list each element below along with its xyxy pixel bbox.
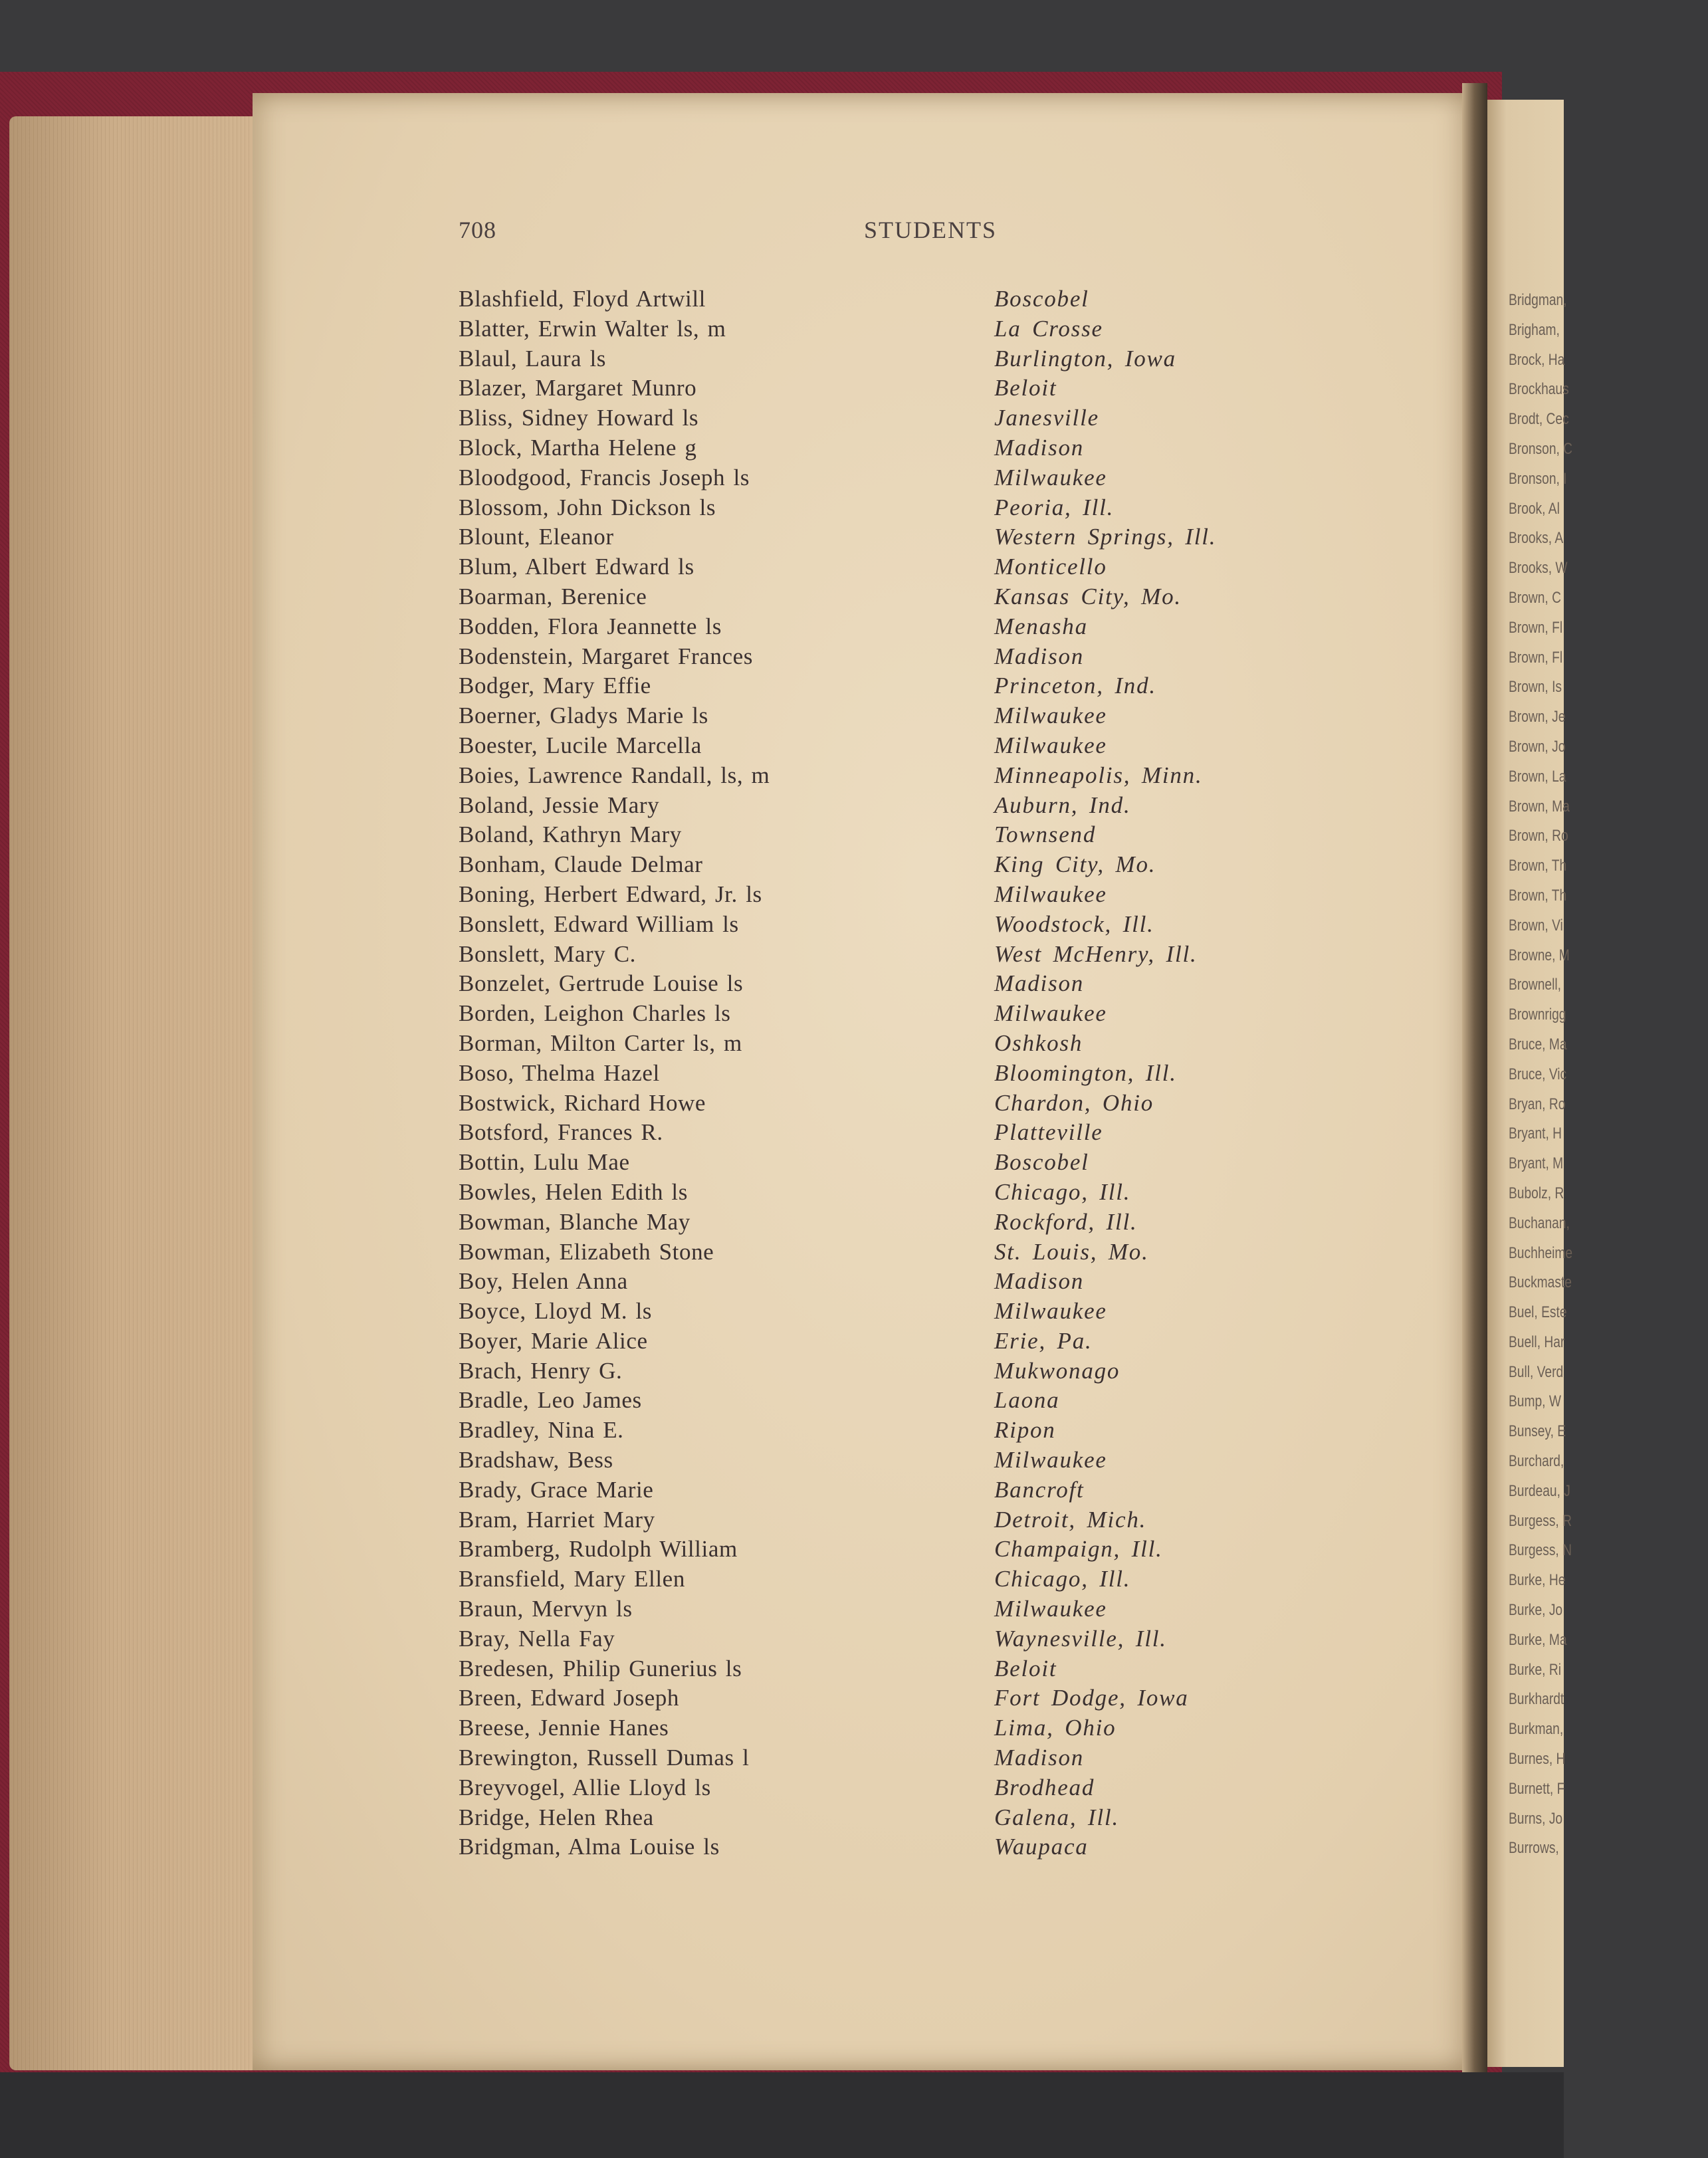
list-item: [459, 554, 1323, 584]
next-page-fragment: Buckmaste: [1509, 1273, 1572, 1292]
next-page-fragment: Brown, Ro: [1509, 827, 1568, 845]
student-name: Boland, Kathryn Mary: [459, 821, 682, 848]
student-name: Bowman, Blanche May: [459, 1208, 691, 1235]
list-item: [459, 375, 1323, 405]
list-item: [459, 1268, 1323, 1298]
student-hometown: Monticello: [994, 554, 1107, 580]
list-item: [459, 524, 1323, 554]
next-page-fragment: Buell, Har: [1509, 1333, 1565, 1351]
next-page-fragment: Burgess, N: [1509, 1541, 1572, 1560]
student-name: Bredesen, Philip Gunerius ls: [459, 1655, 742, 1681]
next-page-fragment: Brock, Ha: [1509, 350, 1565, 369]
next-page-fragment: Brown, Th: [1509, 886, 1567, 905]
student-hometown: Erie, Pa.: [994, 1327, 1093, 1354]
list-item: [459, 821, 1323, 851]
list-item: [459, 1358, 1323, 1388]
student-hometown: West McHenry, Ill.: [994, 940, 1198, 967]
student-name: Block, Martha Helene g: [459, 434, 697, 461]
student-hometown: Madison: [994, 643, 1085, 669]
list-item: [459, 435, 1323, 465]
list-item: [459, 1596, 1323, 1626]
next-page-fragment: Brodt, Cec: [1509, 410, 1569, 429]
student-hometown: Woodstock, Ill.: [994, 911, 1154, 937]
student-hometown: Galena, Ill.: [994, 1804, 1119, 1830]
student-name: Bodenstein, Margaret Frances: [459, 643, 754, 669]
next-page-fragment: Bruce, Vic: [1509, 1065, 1567, 1083]
student-name: Brewington, Russell Dumas l: [459, 1745, 750, 1771]
next-page-fragment: Burke, Ri: [1509, 1660, 1561, 1679]
student-hometown: Menasha: [994, 613, 1088, 639]
student-name: Brady, Grace Marie: [459, 1476, 654, 1503]
next-page-fragment: Burke, He: [1509, 1571, 1566, 1590]
list-item: [459, 1566, 1323, 1596]
student-name: Blount, Eleanor: [459, 524, 614, 550]
student-name: Bostwick, Richard Howe: [459, 1089, 706, 1116]
student-hometown: Madison: [994, 1745, 1085, 1771]
student-name: Bonzelet, Gertrude Louise ls: [459, 970, 744, 997]
student-name: Blatter, Erwin Walter ls, m: [459, 315, 726, 342]
next-page-fragment: Buel, Este: [1509, 1303, 1567, 1322]
next-page-fragment: Brown, Je: [1509, 708, 1566, 726]
student-hometown: Chicago, Ill.: [994, 1566, 1131, 1592]
list-item: [459, 316, 1323, 346]
next-page-fragment: Brown, Fl: [1509, 648, 1563, 667]
student-name: Bransfield, Mary Ellen: [459, 1566, 685, 1592]
student-name: Boyce, Lloyd M. ls: [459, 1298, 653, 1325]
student-hometown: Waupaca: [994, 1834, 1089, 1860]
student-hometown: Janesville: [994, 405, 1099, 431]
next-page-fragment: Brooks, A: [1509, 529, 1564, 548]
student-hometown: Platteville: [994, 1119, 1103, 1146]
student-hometown: Auburn, Ind.: [994, 792, 1131, 818]
scan-border: [0, 2072, 1564, 2158]
student-name: Bottin, Lulu Mae: [459, 1149, 630, 1176]
next-page-fragment: Browne, M: [1509, 946, 1570, 964]
list-item: [459, 1387, 1323, 1417]
next-page-fragment: Bryan, Ro: [1509, 1095, 1566, 1113]
list-item: [459, 702, 1323, 732]
student-name: Bridgman, Alma Louise ls: [459, 1834, 720, 1860]
next-page-fragment: Bryant, H: [1509, 1125, 1562, 1143]
student-name: Bray, Nella Fay: [459, 1625, 615, 1652]
student-name: Breyvogel, Allie Lloyd ls: [459, 1774, 711, 1800]
running-head: [459, 216, 1708, 256]
student-name: Bradley, Nina E.: [459, 1417, 624, 1444]
student-hometown: Milwaukee: [994, 1298, 1107, 1325]
next-page-fragment: Burkhardt: [1509, 1690, 1564, 1709]
student-name: Boy, Helen Anna: [459, 1268, 628, 1295]
student-hometown: King City, Mo.: [994, 851, 1156, 878]
student-name: Bowles, Helen Edith ls: [459, 1178, 688, 1205]
student-name: Bradshaw, Bess: [459, 1447, 613, 1473]
student-name: Botsford, Frances R.: [459, 1119, 663, 1146]
student-name: Boies, Lawrence Randall, ls, m: [459, 762, 770, 788]
student-hometown: Boscobel: [994, 286, 1089, 312]
student-hometown: Madison: [994, 970, 1085, 997]
list-item: [459, 1179, 1323, 1209]
student-hometown: Milwaukee: [994, 881, 1107, 907]
list-item: [459, 1328, 1323, 1358]
student-hometown: Fort Dodge, Iowa: [994, 1685, 1189, 1711]
next-page-fragment: Brown, Is: [1509, 678, 1562, 697]
student-hometown: Milwaukee: [994, 732, 1107, 758]
next-page-fragment: Burgess, R: [1509, 1511, 1572, 1530]
student-hometown: Kansas City, Mo.: [994, 583, 1182, 609]
student-name: Borman, Milton Carter ls, m: [459, 1029, 742, 1056]
student-hometown: Ripon: [994, 1417, 1056, 1444]
student-name: Bridge, Helen Rhea: [459, 1804, 654, 1830]
next-page-fragment: Brook, Al: [1509, 499, 1560, 518]
student-hometown: Detroit, Mich.: [994, 1506, 1147, 1533]
list-item: [459, 1447, 1323, 1477]
student-name: Bodden, Flora Jeannette ls: [459, 613, 722, 639]
student-hometown: Bancroft: [994, 1476, 1085, 1503]
next-page-fragment: Bruce, Ma: [1509, 1035, 1567, 1053]
list-item: [459, 1298, 1323, 1328]
student-name: Boso, Thelma Hazel: [459, 1059, 660, 1086]
student-hometown: Princeton, Ind.: [994, 673, 1156, 699]
list-item: [459, 1209, 1323, 1239]
next-page-fragment: Bull, Verd: [1509, 1362, 1564, 1381]
next-page-fragment: Bronson, I: [1509, 469, 1567, 488]
student-name: Bonslett, Mary C.: [459, 940, 637, 967]
student-hometown: Mukwonago: [994, 1357, 1121, 1384]
student-hometown: Milwaukee: [994, 1596, 1107, 1622]
student-name: Bonslett, Edward William ls: [459, 911, 739, 937]
list-item: [459, 1477, 1323, 1507]
next-page-fragment: Bridgman,: [1509, 291, 1567, 309]
next-page-fragment: Burns, Jo: [1509, 1809, 1563, 1828]
list-item: [459, 792, 1323, 822]
list-item: [459, 405, 1323, 435]
student-name: Bloodgood, Francis Joseph ls: [459, 464, 750, 490]
next-page-fragment: Bump, W: [1509, 1392, 1561, 1411]
next-page-fragment: Brown, Ma: [1509, 797, 1570, 815]
next-page-fragment: Burdeau, J: [1509, 1481, 1570, 1500]
student-name: Boland, Jessie Mary: [459, 792, 660, 818]
book-gutter: [1462, 83, 1487, 2077]
student-name: Boning, Herbert Edward, Jr. ls: [459, 881, 762, 907]
student-hometown: La Crosse: [994, 315, 1103, 342]
student-hometown: Madison: [994, 434, 1085, 461]
student-hometown: Peoria, Ill.: [994, 494, 1115, 520]
student-hometown: Rockford, Ill.: [994, 1208, 1138, 1235]
next-page-fragment: Brockhaus: [1509, 380, 1569, 399]
next-page-fragment: Burnes, H: [1509, 1750, 1566, 1769]
student-name: Boester, Lucile Marcella: [459, 732, 702, 758]
list-item: [459, 643, 1323, 673]
list-item: [459, 1030, 1323, 1060]
student-hometown: Lima, Ohio: [994, 1715, 1117, 1741]
next-page-fragment: Brown, Vi: [1509, 916, 1563, 934]
next-page-fragment: Brown, Jo: [1509, 737, 1566, 756]
list-item: [459, 1745, 1323, 1775]
list-item: [459, 1656, 1323, 1685]
student-name: Boarman, Berenice: [459, 583, 647, 609]
student-name: Bram, Harriet Mary: [459, 1506, 655, 1533]
list-item: [459, 911, 1323, 941]
next-page-fragment: Bronson, C: [1509, 439, 1573, 458]
student-hometown: Milwaukee: [994, 1000, 1107, 1027]
student-hometown: Bloomington, Ill.: [994, 1059, 1177, 1086]
student-name: Blazer, Margaret Munro: [459, 375, 697, 401]
list-item: [459, 1000, 1323, 1030]
student-hometown: Waynesville, Ill.: [994, 1625, 1167, 1652]
list-item: [459, 584, 1323, 613]
list-item: [459, 286, 1323, 316]
student-hometown: Chardon, Ohio: [994, 1089, 1154, 1116]
list-item: [459, 970, 1323, 1000]
student-name: Boerner, Gladys Marie ls: [459, 702, 708, 729]
student-name: Brach, Henry G.: [459, 1357, 623, 1384]
student-name: Blossom, John Dickson ls: [459, 494, 716, 520]
next-page-fragment: Brown, Th: [1509, 857, 1567, 875]
next-page-fragment: Burnett, F: [1509, 1779, 1565, 1798]
next-page-fragment: Brooks, W: [1509, 559, 1568, 578]
next-page-fragment: Brown, La: [1509, 767, 1566, 786]
student-hometown: Burlington, Iowa: [994, 345, 1176, 372]
list-item: [459, 1417, 1323, 1447]
student-hometown: Townsend: [994, 821, 1097, 848]
next-page-fragment: Brown, C: [1509, 588, 1561, 607]
list-item: [459, 1119, 1323, 1149]
student-name: Breen, Edward Joseph: [459, 1685, 679, 1711]
student-hometown: Oshkosh: [994, 1029, 1083, 1056]
student-hometown: Milwaukee: [994, 702, 1107, 729]
next-page-fragment: Burrows,: [1509, 1839, 1559, 1858]
next-page-fragment: Brownrigg: [1509, 1006, 1566, 1024]
next-page-fragment: Burke, Ma: [1509, 1630, 1567, 1649]
list-item: [459, 762, 1323, 792]
next-page-fragment: Bubolz, R: [1509, 1184, 1564, 1202]
student-hometown: Boscobel: [994, 1149, 1089, 1176]
next-page-fragment: Burkman,: [1509, 1720, 1564, 1739]
list-item: [459, 1060, 1323, 1090]
student-hometown: Minneapolis, Minn.: [994, 762, 1203, 788]
student-name: Blashfield, Floyd Artwill: [459, 286, 706, 312]
student-hometown: Western Springs, Ill.: [994, 524, 1217, 550]
next-page-column: [1509, 286, 1573, 1864]
list-item: [459, 1715, 1323, 1745]
student-name: Bonham, Claude Delmar: [459, 851, 703, 878]
student-name: Breese, Jennie Hanes: [459, 1715, 669, 1741]
list-item: [459, 1507, 1323, 1537]
list-item: [459, 1804, 1323, 1834]
list-item: [459, 465, 1323, 494]
student-hometown: St. Louis, Mo.: [994, 1238, 1149, 1265]
list-item: [459, 1834, 1323, 1864]
list-item: [459, 1239, 1323, 1269]
student-name: Bradle, Leo James: [459, 1387, 642, 1414]
student-name: Bodger, Mary Effie: [459, 673, 651, 699]
page-title: STUDENTS: [864, 217, 998, 243]
student-hometown: Milwaukee: [994, 464, 1107, 490]
list-item: [459, 613, 1323, 643]
list-item: [459, 732, 1323, 762]
student-hometown: Brodhead: [994, 1774, 1095, 1800]
student-name: Bowman, Elizabeth Stone: [459, 1238, 714, 1265]
student-name: Braun, Mervyn ls: [459, 1596, 633, 1622]
list-item: [459, 1536, 1323, 1566]
list-item: [459, 1090, 1323, 1120]
list-item: [459, 673, 1323, 702]
student-name: Borden, Leighon Charles ls: [459, 1000, 731, 1027]
student-hometown: Champaign, Ill.: [994, 1536, 1163, 1563]
student-hometown: Beloit: [994, 375, 1057, 401]
list-item: [459, 1149, 1323, 1179]
list-item: [459, 1775, 1323, 1804]
student-hometown: Madison: [994, 1268, 1085, 1295]
student-hometown: Laona: [994, 1387, 1060, 1414]
list-item: [459, 346, 1323, 376]
list-item: [459, 941, 1323, 971]
next-page-fragment: Brownell,: [1509, 976, 1561, 994]
next-page-fragment: Bunsey, E: [1509, 1422, 1566, 1441]
next-page-fragment: Burchard,: [1509, 1452, 1564, 1471]
page-number: 708: [459, 217, 496, 243]
student-hometown: Milwaukee: [994, 1447, 1107, 1473]
student-name: Bramberg, Rudolph William: [459, 1536, 738, 1563]
student-name: Blum, Albert Edward ls: [459, 554, 694, 580]
next-page-fragment: Brigham,: [1509, 320, 1560, 339]
page-edges: [9, 116, 257, 2070]
list-item: [459, 881, 1323, 911]
student-name: Blaul, Laura ls: [459, 345, 607, 372]
student-list: [459, 286, 1323, 1864]
student-name: Bliss, Sidney Howard ls: [459, 405, 699, 431]
next-page-fragment: Buchheime: [1509, 1243, 1573, 1262]
next-page-fragment: Brown, Fl: [1509, 618, 1563, 637]
next-page-fragment: Burke, Jo: [1509, 1601, 1563, 1620]
list-item: [459, 494, 1323, 524]
list-item: [459, 1685, 1323, 1715]
student-hometown: Chicago, Ill.: [994, 1178, 1131, 1205]
list-item: [459, 1626, 1323, 1656]
student-name: Boyer, Marie Alice: [459, 1327, 648, 1354]
list-item: [459, 851, 1323, 881]
student-hometown: Beloit: [994, 1655, 1057, 1681]
next-page-fragment: Buchanan,: [1509, 1214, 1570, 1232]
next-page-fragment: Bryant, M: [1509, 1154, 1564, 1173]
